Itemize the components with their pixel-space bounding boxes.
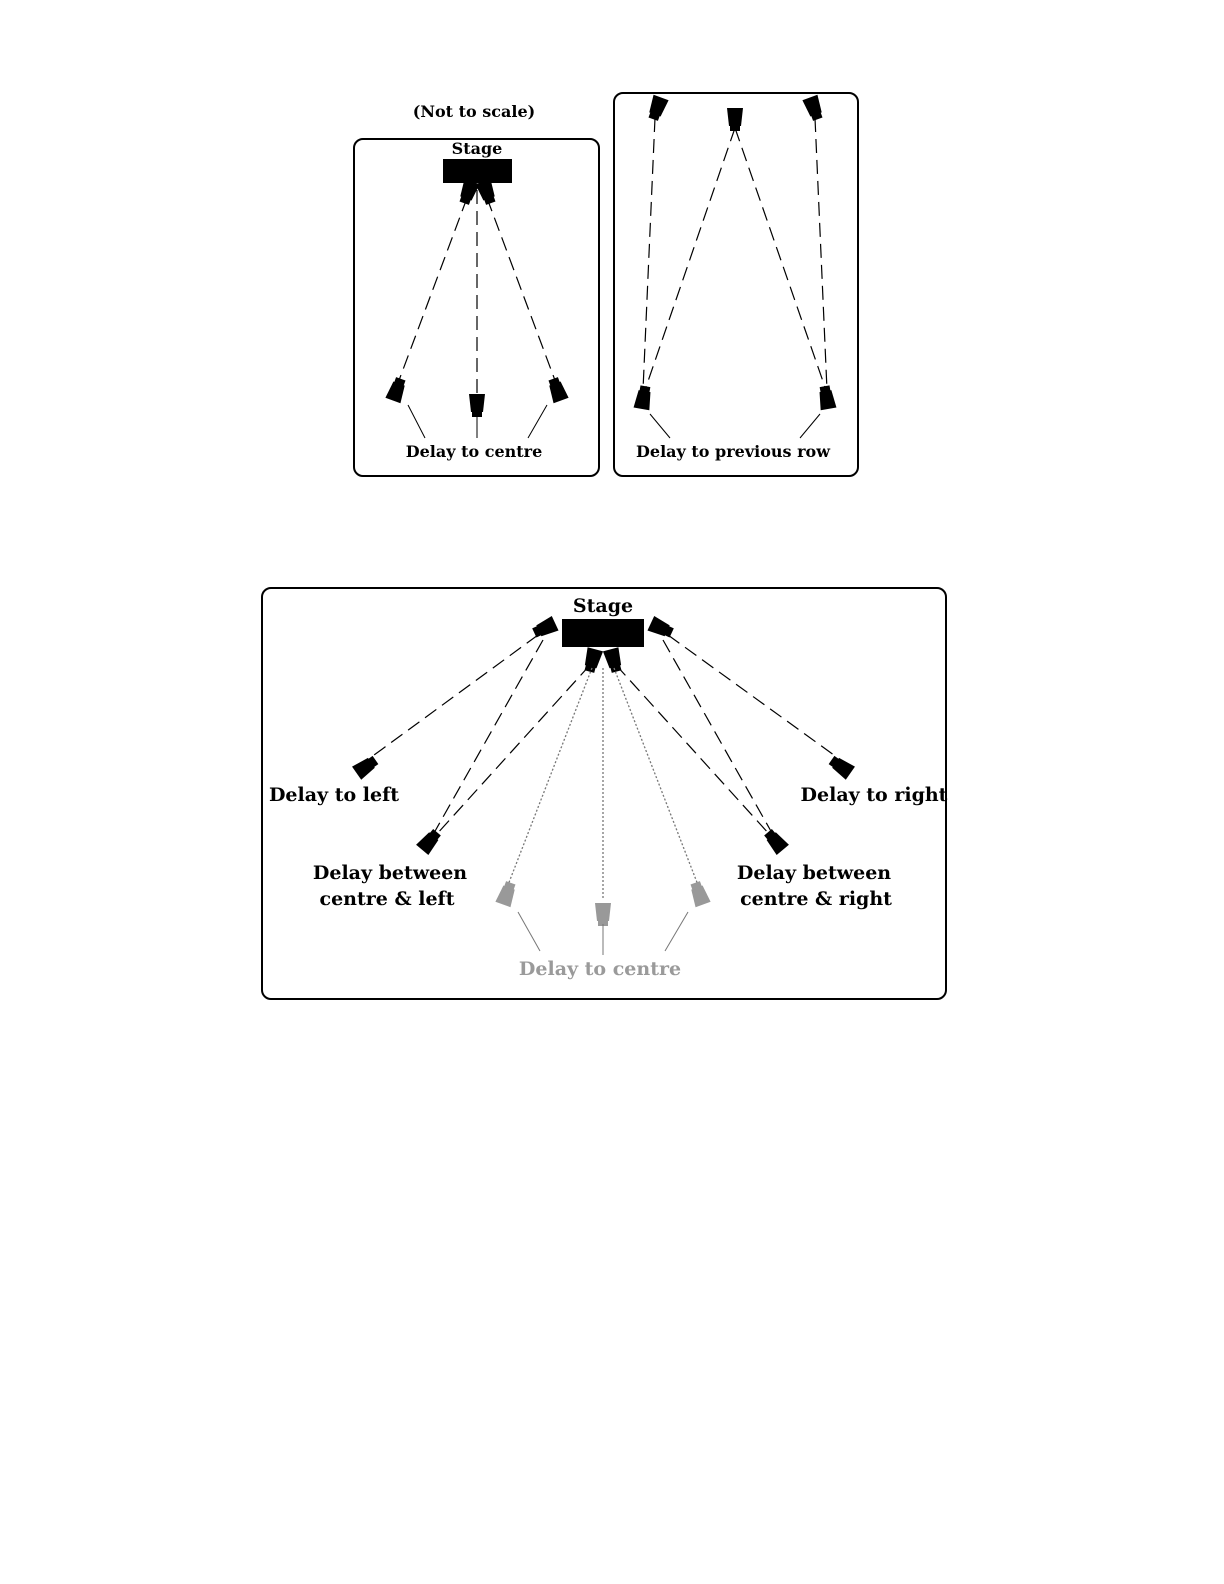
right-panel-front-speaker-centre [727, 108, 743, 131]
label-between-left-line2: centre & left [319, 888, 455, 910]
left-panel-delay-speaker-right [546, 376, 569, 403]
bottom-centre-line-left [508, 668, 592, 885]
label-between-left-line1: Delay between [312, 862, 468, 884]
bottom-between-line-left-b [436, 665, 590, 835]
bottom-centre-line-right [614, 668, 698, 885]
bottom-delay-line-right [668, 635, 838, 758]
right-panel-frame [614, 93, 858, 476]
right-panel-delay-line-right-vertical [815, 118, 827, 390]
right-panel-callout-right [800, 414, 820, 438]
right-panel-delay-line-left-diagonal [645, 128, 735, 390]
right-panel-rear-speaker-right [817, 385, 837, 410]
left-panel-stage-label: Stage [451, 139, 503, 158]
bottom-stage-speaker-centre-right [603, 647, 624, 673]
left-panel-callout-left [408, 405, 425, 438]
bottom-delay-line-left [370, 635, 538, 758]
right-panel-front-speaker-left [646, 95, 669, 122]
right-panel-callout-left [650, 414, 670, 438]
right-panel-rear-speaker-left [634, 385, 654, 410]
bottom-panel-stage-label: Stage [572, 595, 634, 617]
right-panel-delay-line-left-vertical [643, 118, 655, 390]
left-panel-delay-speaker-centre [469, 394, 485, 417]
left-panel-caption: Delay to centre [405, 442, 543, 461]
label-between-right-line2: centre & right [740, 888, 892, 910]
top-left-panel [354, 102, 599, 476]
right-panel-delay-line-right-diagonal [735, 128, 826, 390]
bottom-stage-speaker-centre-left [582, 647, 603, 673]
label-delay-to-left: Delay to left [268, 784, 400, 806]
bottom-centre-speaker-middle [595, 903, 611, 926]
bottom-between-line-left-a [434, 640, 543, 833]
top-right-panel [614, 93, 858, 476]
label-delay-to-right: Delay to right [800, 784, 948, 806]
left-panel-delay-line-left [398, 198, 467, 383]
right-panel-caption: Delay to previous row [636, 442, 830, 461]
bottom-panel [262, 588, 948, 999]
bottom-delay-speaker-right [827, 753, 855, 779]
label-delay-to-centre: Delay to centre [518, 958, 682, 980]
bottom-between-speaker-left [416, 827, 443, 855]
label-between-right-line1: Delay between [736, 862, 892, 884]
left-panel-delay-speaker-left [385, 376, 408, 403]
bottom-delay-speaker-left [352, 753, 380, 779]
left-panel-callout-right [528, 405, 547, 438]
bottom-centre-callout-left [518, 912, 540, 951]
bottom-centre-speaker-left [495, 880, 518, 907]
bottom-between-line-right-a [663, 640, 772, 833]
bottom-centre-speaker-right [688, 880, 711, 907]
not-to-scale-note: (Not to scale) [412, 102, 536, 121]
left-panel-stage-block [443, 159, 512, 183]
bottom-centre-callout-right [665, 912, 688, 951]
bottom-between-line-right-b [616, 665, 770, 835]
right-panel-front-speaker-right [802, 95, 825, 122]
bottom-panel-stage-block [562, 619, 644, 647]
left-panel-delay-line-right [487, 198, 556, 383]
